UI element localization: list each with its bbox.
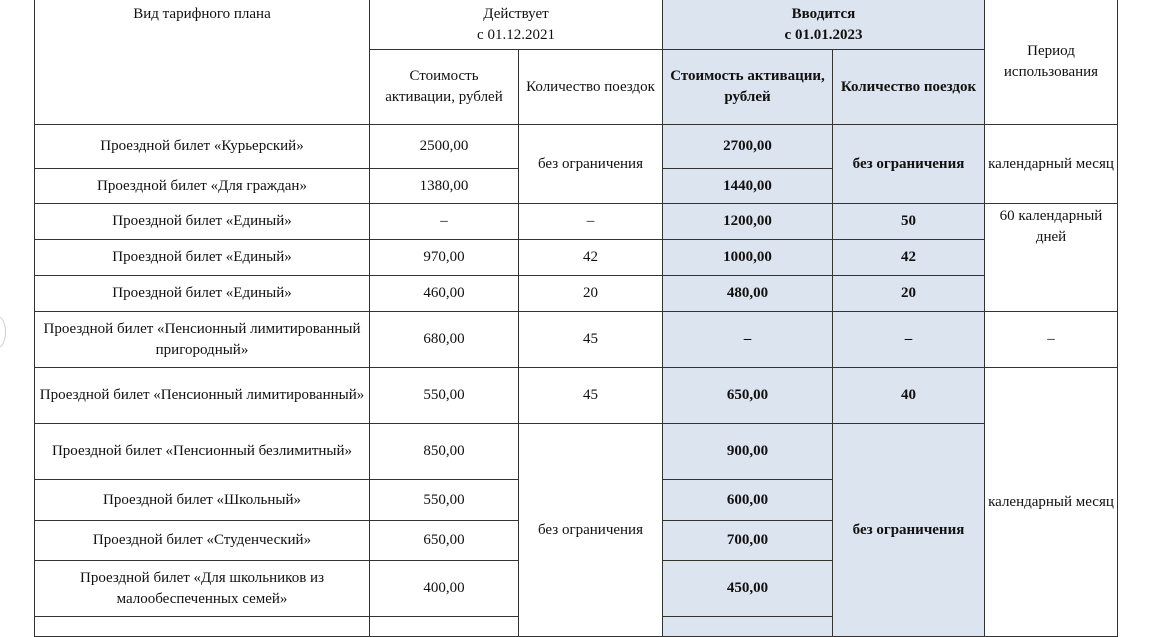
plan-name-empty: [35, 617, 370, 637]
plan-name: Проездной билет «Для граждан»: [35, 169, 370, 204]
header-trips-new: Количество поездок: [833, 50, 985, 125]
trips-current: 20: [519, 276, 663, 312]
cost-current: 680,00: [370, 312, 519, 368]
table-row: [35, 368, 1118, 424]
trips-current: без ограничения: [519, 125, 663, 204]
tariff-table: [34, 0, 1118, 637]
cost-current: 460,00: [370, 276, 519, 312]
period: 60 календарный дней: [985, 204, 1118, 312]
cost-new: 900,00: [663, 424, 833, 480]
cost-current-empty: [370, 617, 519, 637]
plan-name: Проездной билет «Единый»: [35, 240, 370, 276]
cost-new: 450,00: [663, 561, 833, 617]
header-new-date: с 01.01.2023: [784, 26, 863, 43]
trips-new: без ограничения: [833, 125, 985, 204]
cost-new: 600,00: [663, 480, 833, 521]
period: –: [985, 312, 1118, 368]
header-new: [663, 0, 985, 50]
header-current: [370, 0, 663, 50]
cost-current: 970,00: [370, 240, 519, 276]
cost-new: 480,00: [663, 276, 833, 312]
cost-current: –: [370, 204, 519, 240]
cost-new-empty: [663, 617, 833, 637]
cost-current: 550,00: [370, 368, 519, 424]
header-current-date: с 01.12.2021: [477, 26, 555, 43]
cost-current: 650,00: [370, 521, 519, 561]
table-row: [35, 240, 1118, 276]
scroll-edge-indicator: [0, 316, 6, 348]
header-cost-new: Стоимость активации, рублей: [663, 50, 833, 125]
plan-name: Проездной билет «Пенсионный безлимитный»: [35, 424, 370, 480]
plan-name: Проездной билет «Единый»: [35, 276, 370, 312]
plan-name: Проездной билет «Пенсионный лимитированный пригородный»: [35, 312, 370, 368]
trips-new: без ограничения: [833, 424, 985, 637]
trips-current: –: [519, 204, 663, 240]
header-period: Период использования: [985, 0, 1118, 125]
cost-current: 550,00: [370, 480, 519, 521]
period: календарный месяц: [985, 368, 1118, 637]
trips-current: без ограничения: [519, 424, 663, 637]
table-row: [35, 125, 1118, 169]
cost-new: 1000,00: [663, 240, 833, 276]
table-row: [35, 276, 1118, 312]
cost-current: 2500,00: [370, 125, 519, 169]
period: календарный месяц: [985, 125, 1118, 204]
cost-new: 650,00: [663, 368, 833, 424]
table-row: [35, 312, 1118, 368]
trips-new: 20: [833, 276, 985, 312]
table-row: [35, 204, 1118, 240]
header-cost-current: Стоимость активации, рублей: [370, 50, 519, 125]
trips-current: 42: [519, 240, 663, 276]
header-new-title: Вводится: [791, 5, 856, 22]
cost-new: –: [663, 312, 833, 368]
plan-name: Проездной билет «Пенсионный лимитированный»: [35, 368, 370, 424]
header-trips-current: Количество поездок: [519, 50, 663, 125]
plan-name: Проездной билет «Школьный»: [35, 480, 370, 521]
cost-current: 850,00: [370, 424, 519, 480]
trips-new: 40: [833, 368, 985, 424]
trips-new: 42: [833, 240, 985, 276]
trips-current: 45: [519, 312, 663, 368]
cost-new: 1200,00: [663, 204, 833, 240]
plan-name: Проездной билет «Для школьников из малообеспеченных семей»: [35, 561, 370, 617]
table-row: [35, 424, 1118, 480]
cost-new: 2700,00: [663, 125, 833, 169]
trips-new: 50: [833, 204, 985, 240]
plan-name: Проездной билет «Студенческий»: [35, 521, 370, 561]
header-current-title: Действует: [483, 5, 549, 22]
cost-new: 700,00: [663, 521, 833, 561]
header-plan-type: Вид тарифного плана: [35, 0, 370, 125]
cost-current: 1380,00: [370, 169, 519, 204]
plan-name: Проездной билет «Единый»: [35, 204, 370, 240]
plan-name: Проездной билет «Курьерский»: [35, 125, 370, 169]
cost-new: 1440,00: [663, 169, 833, 204]
cost-current: 400,00: [370, 561, 519, 617]
trips-new: –: [833, 312, 985, 368]
trips-current: 45: [519, 368, 663, 424]
